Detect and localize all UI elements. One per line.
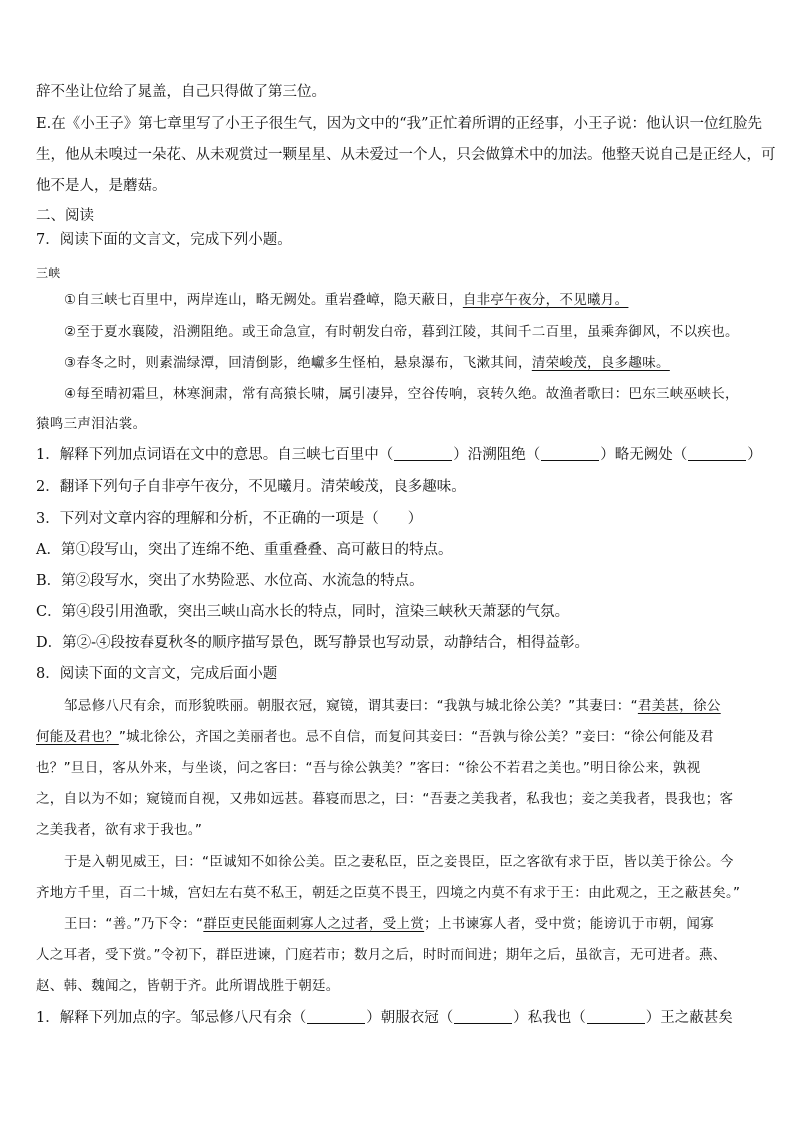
passage-8-line-4: 之，自以为不如；窥镜而自视，又弗如远甚。暮寝而思之，曰：“吾妻之美我者，私我也；妾之美我者，畏我也；客 [36, 791, 734, 807]
passage-paragraph-4-cont: 猿鸣三声泪沾裳。 [36, 416, 147, 432]
passage-title: 三峡 [36, 266, 61, 280]
question-text: ）朝服衣冠（ [366, 1010, 454, 1026]
question-text: ） [747, 447, 762, 463]
answer-blank[interactable] [307, 1009, 365, 1024]
paragraph-text: ①自三峡七百里中，两岸连山，略无阙处。重岩叠嶂，隐天蔽日， [64, 292, 463, 308]
option-e-line-1: E.在《小王子》第七章里写了小王子很生气，因为文中的“我”正忙着所谓的正经事，小王子说：他认识一位红脸先 [36, 116, 763, 132]
passage-paragraph-1 [64, 290, 764, 310]
question-text: ）私我也（ [513, 1010, 586, 1026]
passage-8-line-3: 也？”旦日，客从外来，与坐谈，问之客曰：“吾与徐公孰美？”客曰：“徐公不若君之美也。”明日徐公来，孰视 [36, 760, 701, 776]
text-line: 辞不坐让位给了晁盖，自己只得做了第三位。 [36, 84, 326, 100]
paragraph-text: ；上书谏寡人者，受中赏；能谤讥于市朝，闻寡 [424, 916, 714, 932]
passage-8-line-1 [64, 696, 764, 716]
q7-subquestion-3: 3．下列对文章内容的理解和分析，不正确的一项是（ ） [36, 511, 423, 527]
passage-8-para-2-line-2: 齐地方千里，百二十城，宫妇左右莫不私王，朝廷之臣莫不畏王，四境之内莫不有求于王：由此观之，王之蔽甚矣。” [36, 885, 741, 901]
option-c: C．第④段引用渔歌，突出三峡山高水长的特点，同时，渲染三峡秋天萧瑟的气氛。 [36, 604, 570, 620]
question-text: ）沿溯阻绝（ [453, 447, 541, 463]
question-text: ）略无阙处（ [600, 447, 688, 463]
passage-paragraph-2: ②至于夏水襄陵，沿溯阻绝。或王命急宣，有时朝发白帝，暮到江陵，其间千二百里，虽乘奔御风，不以疾也。 [64, 324, 739, 340]
option-a: A．第①段写山，突出了连绵不绝、重重叠叠、高可蔽日的特点。 [36, 542, 453, 558]
paragraph-text: 王曰：“善。”乃下令：“ [64, 916, 204, 932]
option-d: D．第②-④段按春夏秋冬的顺序描写景色，既写静景也写动景，动静结合，相得益彰。 [36, 635, 590, 651]
option-e-line-2: 生，他从未嗅过一朵花、从未观赏过一颗星星、从未爱过一个人，只会做算术中的加法。他整天说自己是正经人，可 [36, 147, 776, 163]
underlined-sentence: 清荣峻茂，良多趣味。 [531, 355, 670, 371]
q8-subquestion-1 [36, 1008, 764, 1028]
answer-blank[interactable] [587, 1009, 645, 1024]
question-8-title: 8．阅读下面的文言文，完成后面小题 [36, 666, 278, 682]
passage-8-para-3-line-3: 赵、韩、魏闻之，皆朝于齐。此所谓战胜于朝廷。 [36, 978, 340, 994]
underlined-sentence: 群臣吏民能面刺寡人之过者，受上赏 [203, 916, 425, 932]
answer-blank[interactable] [394, 446, 452, 461]
paragraph-text: 邹忌修八尺有余，而形貌昳丽。朝服衣冠，窥镜，谓其妻曰：“我孰与城北徐公美？”其妻曰：“ [64, 698, 638, 714]
q7-subquestion-1 [36, 445, 764, 465]
question-text: 1．解释下列加点词语在文中的意思。自三峡七百里中（ [36, 447, 394, 463]
paragraph-text: ③春冬之时，则素湍绿潭，回清倒影，绝巘多生怪柏，悬泉瀑布，飞漱其间， [64, 355, 532, 371]
passage-8-para-2-line-1: 于是入朝见威王，曰：“臣诚知不如徐公美。臣之妻私臣，臣之妾畏臣，臣之客欲有求于臣，皆以美于徐公。今 [64, 854, 734, 870]
question-text: 1．解释下列加点的字。邹忌修八尺有余（ [36, 1010, 307, 1026]
paragraph-text: ”城北徐公，齐国之美丽者也。忌不自信，而复问其妾曰：“吾孰与徐公美？”妾曰：“徐公何能及君 [118, 729, 714, 745]
question-text: ）王之蔽甚矣 [645, 1010, 733, 1026]
answer-blank[interactable] [541, 446, 599, 461]
section-heading: 二、阅读 [36, 208, 94, 224]
passage-paragraph-3 [64, 353, 764, 373]
passage-8-para-3-line-1 [64, 914, 764, 934]
underlined-sentence: 君美甚，徐公 [637, 698, 721, 714]
q7-subquestion-2: 2．翻译下列句子自非亭午夜分，不见曦月。清荣峻茂，良多趣味。 [36, 479, 466, 495]
question-7-title: 7．阅读下面的文言文，完成下列小题。 [36, 232, 292, 248]
underlined-sentence: 何能及君也？ [36, 729, 119, 745]
option-b: B．第②段写水，突出了水势险恶、水位高、水流急的特点。 [36, 573, 424, 589]
underlined-sentence: 自非亭午夜分，不见曦月。 [462, 292, 629, 308]
answer-blank[interactable] [688, 446, 746, 461]
passage-paragraph-4: ④每至晴初霜旦，林寒涧肃，常有高猿长啸，属引凄异，空谷传响，哀转久绝。故渔者歌曰：巴东三峡巫峡长， [64, 386, 739, 402]
answer-blank[interactable] [454, 1009, 512, 1024]
passage-8-line-5: 之美我者，欲有求于我也。” [36, 822, 203, 838]
passage-8-line-2 [36, 727, 764, 747]
passage-8-para-3-line-2: 人之耳者，受下赏。”令初下，群臣进谏，门庭若市；数月之后，时时而间进；期年之后，虽欲言，无可进者。燕、 [36, 947, 727, 963]
option-e-line-3: 他不是人，是蘑菇。 [36, 178, 167, 194]
